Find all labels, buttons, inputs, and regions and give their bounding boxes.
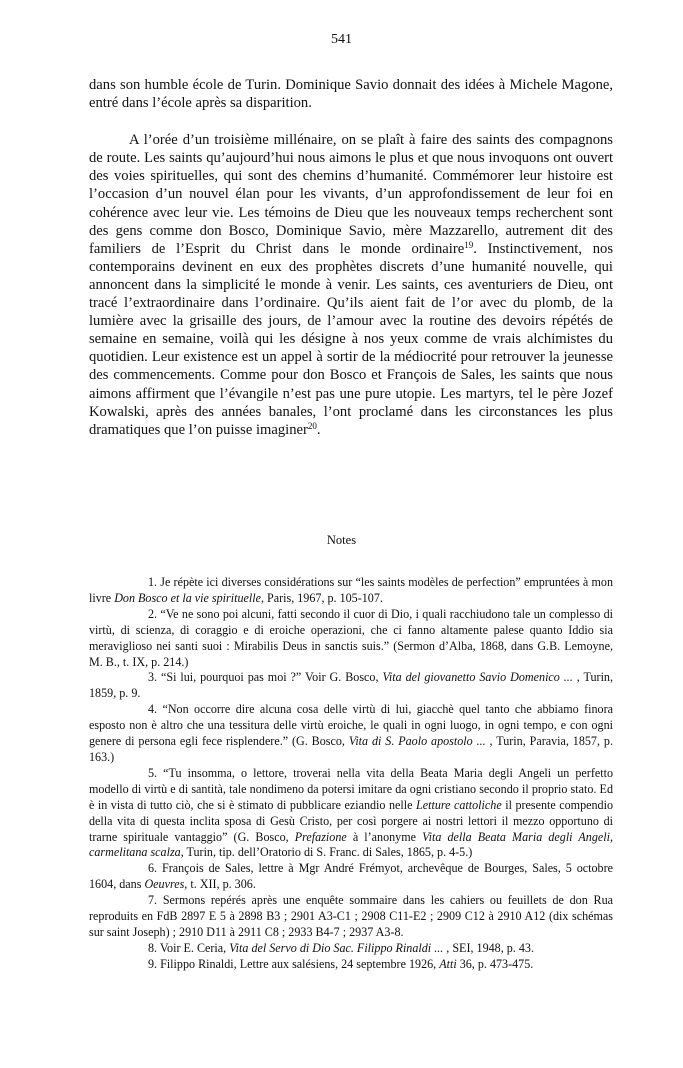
note-italic: Letture cattoliche — [416, 797, 502, 812]
note-italic: Vita della Beata Maria degli Angeli, carmelitana scalza — [89, 829, 614, 860]
note-text: il presente compendio della vita di questa inclita sposa di Gesù Cristo, per così porgere ai nostri lettori il mezzo opportuno di trarne spirituale vantaggio” (G. Bosco, — [89, 797, 614, 844]
paragraph: dans son humble école de Turin. Dominique Savio donnait des idées à Michele Magone, entré dans l’école après sa disparition. — [89, 77, 613, 112]
note-text: 8. Voir E. Ceria, — [148, 940, 230, 955]
notes-list — [89, 575, 613, 973]
note-text: à l’anonyme — [346, 829, 423, 844]
note-text: 6. François de Sales, lettre à Mgr André Frémyot, archevêque de Bourges, Sales, 5 octobre 1604, dans — [89, 861, 613, 892]
note-italic: Vita del giovanetto Savio Domenico ... — [382, 670, 573, 685]
paragraph-text: . Instinctivement, nos contemporains devinent en eux des prophètes discrets d’une humanité nouvelle, qui annoncent dans la simplicité le monde à venir. Les saints, ces aventuriers de Dieu, ont tracé l’extraordinaire dans l’ordinaire. Qu’ils aient fait de l’or avec du plomb, de la lumière avec la grisaille des jours, de l’amour avec la routine des devoirs répétés de semaine en semaine, voilà qui les désigne à nos yeux comme de vrais alchimistes du quotidien. Leur existence est un appel à sortir de la médiocrité pour retrouver la jeunesse des commencements. Comme pour don Bosco et François de Sales, les saints que nous aimons affirment que l’évangile n’est pas une pure utopie. Les martyrs, tel le père Jozef Kowalski, après des années banales, l’ont proclamé dans les circonstances les plus dramatiques que l’on puisse imaginer — [89, 240, 613, 438]
note-item — [89, 702, 613, 766]
note-text: 9. Filippo Rinaldi, Lettre aux salésiens, 24 septembre 1926, — [148, 956, 440, 971]
note-item — [89, 575, 613, 607]
paragraph-text: A l’orée d’un troisième millénaire, on se plaît à faire des saints des compagnons de route. Les saints qu’aujourd’hui nous aimons le plus et que nous invoquons ont ouvert des voies spirituelles, qui sont des chemins d’humanité. Commémorer leur histoire est l’occasion d’un nouvel élan pour les vivants, d’un approfondissement de leur foi en cohérence avec leur vie. Les témoins de Dieu que les nouveaux temps recherchent sont des gens comme don Bosco, Dominique Savio, mère Mazzarello, autrement dit des familiers de l’Esprit du Christ dans le monde ordinaire — [89, 132, 613, 257]
note-item — [89, 607, 613, 671]
note-text: , Turin, Paravia, 1857, p. 163.) — [89, 734, 613, 764]
paragraph — [89, 131, 613, 439]
note-italic: Atti — [439, 956, 457, 971]
note-item — [89, 670, 613, 702]
note-text: 3. “Si lui, pourquoi pas moi ?” Voir G. Bosco, — [148, 670, 383, 685]
page-number: 541 — [331, 32, 352, 47]
note-item — [89, 893, 613, 941]
note-item — [89, 766, 613, 861]
note-text: , Paris, 1967, p. 105-107. — [260, 590, 383, 605]
note-item — [89, 957, 613, 973]
note-italic: Prefazione — [294, 829, 347, 844]
note-text: 2. “Ve ne sono poi alcuni, fatti secondo il cuor di Dio, i quali racchiudono tale un complesso di virtù, di scienza, di coraggio e di eroiche operazioni, che ci fanno altamente palese quanto Iddio sia meraviglioso nei santi suoi : Mirabilis Deus in sanctis suis.” (Sermon d’Alba, 1868, dans G.B. Lemoyne, M. B., t. IX, p. 214.) — [89, 606, 613, 669]
paragraph-text: . — [316, 421, 321, 438]
note-italic: Vita di S. Paolo apostolo ... — [348, 734, 486, 749]
note-italic: Vita del Servo di Dio Sac. Filippo Rinaldi ... — [229, 940, 444, 955]
note-text: , Turin, 1859, p. 9. — [89, 670, 614, 701]
note-text: , SEI, 1948, p. 43. — [443, 940, 534, 955]
note-text: , Turin, tip. dell’Oratorio di S. Franc. di Sales, 1865, p. 4-5.) — [180, 845, 473, 860]
note-text: 4. “Non occorre dire alcuna cosa delle virtù di lui, giacchè quel tanto che abbiamo finora esposto non è altro che una tessitura delle virtù eroiche, le quali in ogni luogo, in ogni tempo, e con ogni genere di persona egli fece risplendere.” (G. Bosco, — [89, 702, 613, 749]
note-text: 5. “Tu insomma, o lettore, troverai nella vita della Beata Maria degli Angeli un perfetto modello di virtù e di santità, tale nondimeno da potersi imitare da ogni cristiano secondo il proprio stato. Ed è in vista di tutto ciò, che si è stimato di pubblicare eziandio nelle — [89, 765, 613, 812]
note-text: , t. XII, p. 306. — [184, 877, 256, 892]
notes-heading: Notes — [326, 533, 357, 547]
note-italic: Oeuvres — [144, 877, 185, 892]
note-text: 7. Sermons repérés après une enquête sommaire dans les cahiers ou feuillets de don Rua reproduits en FdB 2897 E 5 à 2898 B3 ; 2901 A3-C1 ; 2908 C11-E2 ; 2909 C12 à 2910 A12 (dix schémas sur saint Joseph) ; 2910 D11 à 2911 C8 ; 2933 B4-7 ; 2937 A3-8. — [89, 893, 613, 939]
note-text: 36, p. 473-475. — [456, 956, 534, 971]
body-text — [89, 76, 613, 439]
note-text: 1. Je répète ici diverses considérations sur “les saints modèles de perfection” empruntées à mon livre — [89, 575, 613, 605]
footnote-ref[interactable]: 19 — [464, 239, 474, 250]
note-italic: Don Bosco et la vie spirituelle — [114, 590, 261, 605]
footnote-ref[interactable]: 20 — [307, 420, 317, 431]
note-item — [89, 861, 613, 893]
note-item — [89, 941, 613, 957]
